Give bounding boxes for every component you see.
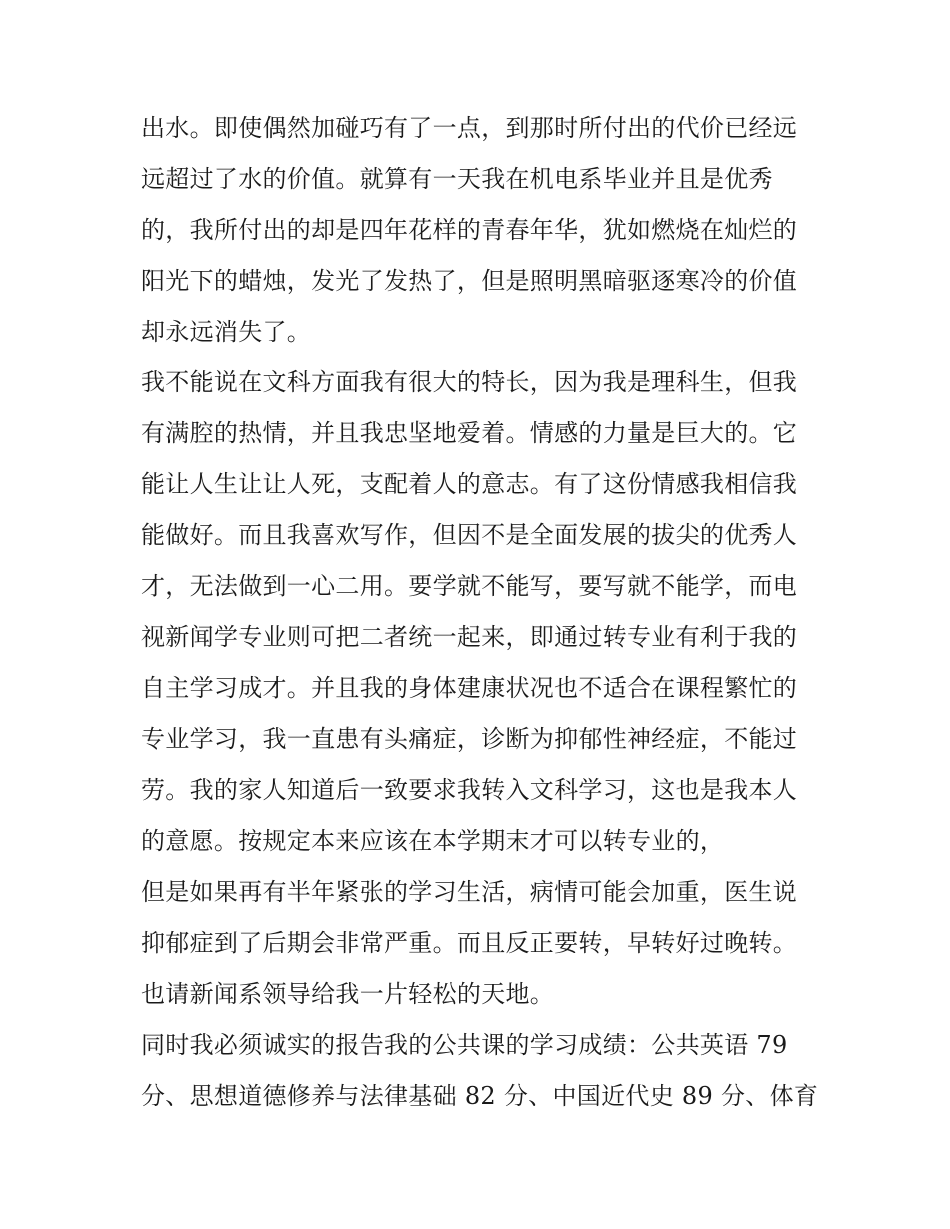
text-line: 分、思想道德修养与法律基础 82 分、中国近代史 89 分、体育 [141, 1082, 819, 1110]
text-line: 阳光下的蜡烛，发光了发热了，但是照明黑暗驱逐寒冷的价值 [141, 267, 798, 295]
text-line: 视新闻学专业则可把二者统一起来，即通过转专业有利于我的 [141, 623, 798, 651]
text-line: 才，无法做到一心二用。要学就不能写，要写就不能学，而电 [141, 572, 798, 600]
text-line: 的，我所付出的却是四年花样的青春年华，犹如燃烧在灿烂的 [141, 216, 798, 244]
text-line: 却永远消失了。 [141, 318, 312, 346]
text-line: 专业学习，我一直患有头痛症，诊断为抑郁性神经症，不能过 [141, 725, 798, 753]
text-line: 能做好。而且我喜欢写作，但因不是全面发展的拔尖的优秀人 [141, 521, 798, 549]
text-line: 同时我必须诚实的报告我的公共课的学习成绩：公共英语 79 [141, 1031, 788, 1059]
text-line: 劳。我的家人知道后一致要求我转入文科学习，这也是我本人 [141, 776, 798, 804]
text-line: 远超过了水的价值。就算有一天我在机电系毕业并且是优秀 [141, 165, 773, 193]
text-line: 有满腔的热情，并且我忠坚地爱着。情感的力量是巨大的。它 [141, 419, 798, 447]
text-line: 也请新闻系领导给我一片轻松的天地。 [141, 980, 555, 1008]
text-line: 能让人生让让人死，支配着人的意志。有了这份情感我相信我 [141, 470, 798, 498]
text-line: 抑郁症到了后期会非常严重。而且反正要转，早转好过晚转。 [141, 929, 798, 957]
text-line: 我不能说在文科方面我有很大的特长，因为我是理科生，但我 [141, 368, 798, 396]
text-line: 出水。即使偶然加碰巧有了一点，到那时所付出的代价已经远 [141, 114, 798, 142]
text-line: 的意愿。按规定本来应该在本学期末才可以转专业的， [141, 827, 725, 855]
text-line: 但是如果再有半年紧张的学习生活，病情可能会加重，医生说 [141, 878, 798, 906]
text-line: 自主学习成才。并且我的身体建康状况也不适合在课程繁忙的 [141, 674, 798, 702]
